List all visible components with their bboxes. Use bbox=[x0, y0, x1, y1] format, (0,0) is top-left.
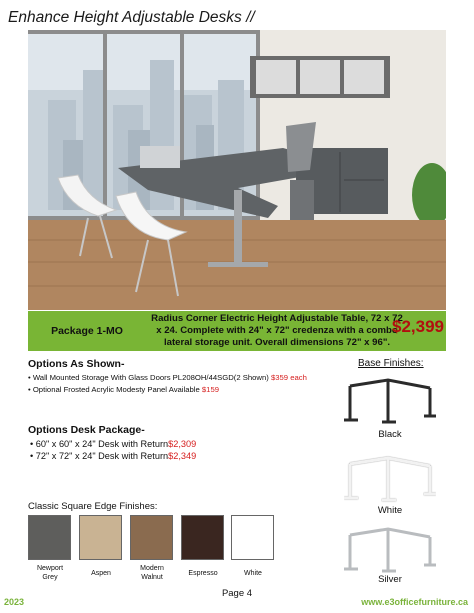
desk-package-item bbox=[30, 439, 196, 449]
desk-package-price: $2,309 bbox=[168, 439, 197, 449]
base-frame-white-illustration bbox=[344, 454, 436, 504]
package-desc-line: x 24. Complete with 24" x 72" credenza with a combo bbox=[156, 325, 398, 336]
footer-year: 2023 bbox=[4, 597, 25, 607]
options-heading: Options As Shown- bbox=[28, 358, 125, 370]
base-label: White bbox=[377, 505, 403, 516]
desk-package-price: $2,349 bbox=[168, 451, 197, 461]
square-edge-heading: Classic Square Edge Finishes: bbox=[28, 501, 158, 512]
swatch-aspen bbox=[79, 515, 122, 560]
package-desc-line: lateral storage unit. Overall dimensions 72" x 96". bbox=[163, 337, 391, 348]
base-frame-black-illustration bbox=[344, 376, 436, 426]
option-text: • Optional Frosted Acrylic Modesty Panel Available bbox=[28, 385, 202, 394]
base-label: Black bbox=[378, 429, 402, 440]
option-price: $359 each bbox=[270, 373, 307, 382]
swatch-label-line: Grey bbox=[42, 573, 58, 581]
base-label: Silver bbox=[378, 574, 402, 585]
swatch-label-line: Newport bbox=[36, 565, 64, 572]
option-price: $159 bbox=[201, 385, 220, 394]
package-price: $2,399 bbox=[392, 317, 444, 336]
swatch-label-line: Aspen bbox=[91, 570, 111, 577]
base-frame-silver-illustration bbox=[344, 525, 436, 575]
desk-package-item bbox=[30, 451, 196, 461]
swatch-espresso bbox=[181, 515, 224, 560]
swatch-newport-grey bbox=[28, 515, 71, 560]
swatch-label-line: Espresso bbox=[188, 570, 218, 577]
package-label: Package 1-MO bbox=[51, 325, 123, 337]
swatch-label-line: Modern bbox=[140, 565, 164, 572]
office-photo bbox=[28, 30, 446, 310]
page-title: Enhance Height Adjustable Desks // bbox=[8, 9, 255, 26]
page-number: Page 4 bbox=[221, 588, 253, 599]
swatch-label-line: Walnut bbox=[141, 573, 163, 581]
swatch-label-line: White bbox=[244, 570, 262, 577]
package-banner bbox=[28, 311, 446, 351]
desk-package-heading: Options Desk Package- bbox=[28, 424, 145, 436]
desk-package-text: • 60" x 60" x 24" Desk with Return bbox=[30, 439, 169, 449]
base-finishes-heading: Base Finishes: bbox=[358, 358, 424, 369]
swatch-label bbox=[223, 570, 283, 579]
option-item bbox=[28, 385, 219, 394]
desk-package-text: • 72" x 72" x 24" Desk with Return bbox=[30, 451, 169, 461]
office-scene-illustration bbox=[28, 30, 446, 310]
package-description bbox=[142, 313, 412, 349]
website-link[interactable]: www.e3officefurniture.ca bbox=[361, 597, 468, 607]
swatch-white bbox=[231, 515, 274, 560]
option-item bbox=[28, 373, 307, 382]
option-text: • Wall Mounted Storage With Glass Doors PL208OH/44SGD(2 Shown) bbox=[28, 373, 271, 382]
swatch-modern-walnut bbox=[130, 515, 173, 560]
package-desc-line: Radius Corner Electric Height Adjustable Table, 72 x 72 bbox=[151, 313, 403, 324]
